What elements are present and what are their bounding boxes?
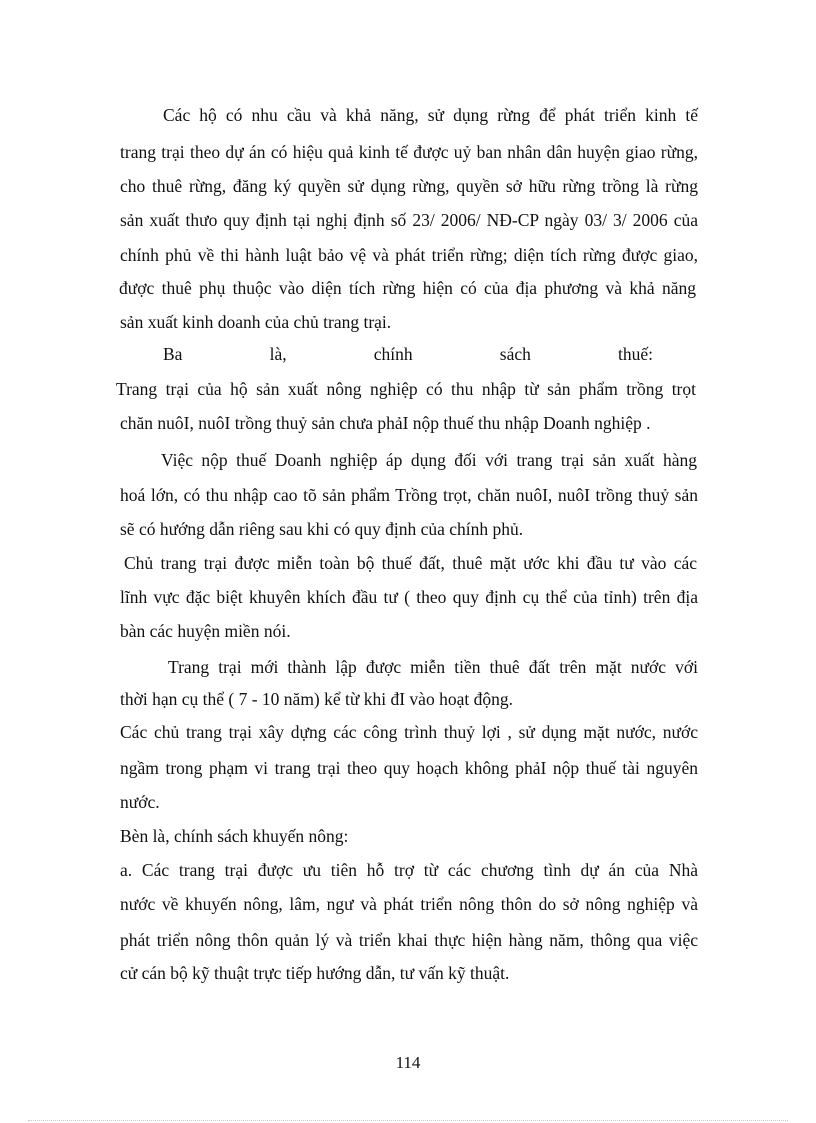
text-line: phát triển nông thôn quản lý và triển khai thực hiện hàng năm, thông qua việc bbox=[120, 930, 698, 950]
text-line: chính phủ về thi hành luật bảo vệ và phát triển rừng; diện tích rừng được giao, bbox=[120, 245, 698, 265]
text-line: nước. bbox=[120, 792, 160, 812]
text-line: trang trại theo dự án có hiệu quả kinh tế được uỷ ban nhân dân huyện giao rừng, bbox=[120, 142, 698, 162]
list-item: a. Các trang trại được ưu tiên hỗ trợ từ các chương tình dự án của Nhà bbox=[120, 860, 698, 880]
text-line: sản xuất kinh doanh của chủ trang trại. bbox=[120, 312, 392, 332]
text-line: hoá lớn, có thu nhập cao tõ sản phẩm Trồng trọt, chăn nuôI, nuôI trồng thuỷ sản bbox=[120, 485, 698, 505]
text-line: Các hộ có nhu cầu và khả năng, sử dụng rừng để phát triển kinh tế bbox=[163, 105, 698, 125]
text-line: lĩnh vực đặc biệt khuyên khích đầu tư ( theo quy định cụ thể của tỉnh) trên địa bbox=[120, 587, 698, 607]
page-bottom-divider bbox=[28, 1120, 788, 1121]
text-line: Việc nộp thuế Doanh nghiệp áp dụng đối với trang trại sản xuất hàng bbox=[161, 450, 697, 470]
text-line: được thuê phụ thuộc vào diện tích rừng hiện có của địa phương và khả năng bbox=[119, 278, 696, 298]
text-line: thời hạn cụ thể ( 7 - 10 năm) kể từ khi đI vào hoạt động. bbox=[120, 689, 513, 709]
text-line: nước về khuyến nông, lâm, ngư và phát triển nông thôn do sở nông nghiệp và bbox=[120, 894, 698, 914]
text-line: cử cán bộ kỹ thuật trực tiếp hướng dẫn, tư vấn kỹ thuật. bbox=[120, 963, 510, 983]
text-line: sản xuất thưo quy định tại nghị định số 23/ 2006/ NĐ-CP ngày 03/ 3/ 2006 của bbox=[120, 210, 698, 230]
text-line: Các chủ trang trại xây dựng các công trình thuỷ lợi , sử dụng mặt nước, nước bbox=[120, 722, 698, 742]
text-line: Trang trại mới thành lập được miễn tiền thuê đất trên mặt nước với bbox=[168, 657, 698, 677]
section-heading: Ba là, chính sách thuế: bbox=[163, 344, 653, 364]
text-line: cho thuê rừng, đăng ký quyền sử dụng rừng, quyền sở hữu rừng trồng là rừng bbox=[120, 176, 698, 196]
text-line: sẽ có hướng dẫn riêng sau khi có quy định của chính phủ. bbox=[120, 519, 524, 539]
section-heading: Bèn là, chính sách khuyến nông: bbox=[120, 826, 349, 846]
text-line: ngầm trong phạm vi trang trại theo quy hoạch không phảI nộp thuế tài nguyên bbox=[120, 758, 698, 778]
text-line: bàn các huyện miền nói. bbox=[120, 621, 291, 641]
text-line: chăn nuôI, nuôI trồng thuỷ sản chưa phảI nộp thuế thu nhập Doanh nghiệp . bbox=[120, 413, 651, 433]
text-line: Chủ trang trại được miễn toàn bộ thuế đất, thuê mặt ước khi đầu tư vào các bbox=[124, 553, 697, 573]
text-line: Trang trại của hộ sản xuất nông nghiệp có thu nhập từ sản phẩm trồng trọt bbox=[116, 379, 696, 399]
page-number: 114 bbox=[395, 1053, 421, 1072]
